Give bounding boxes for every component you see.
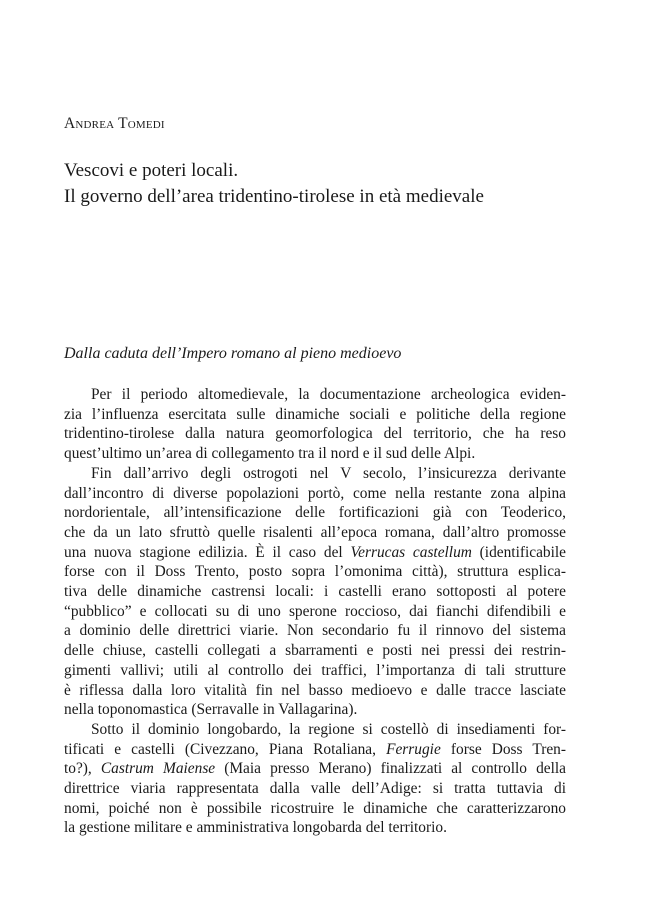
- text-run: delle chiuse, castelli collegati a sbarramenti e posti nei pressi dei restrin-: [64, 642, 566, 660]
- paragraph-1-line: [64, 444, 566, 464]
- text-run: direttrice viaria rappresentata dalla valle dell’Adige: si tratta tuttavia di: [64, 780, 566, 798]
- text-run: forse con il Doss Trento, posto sopra l’omonima città), struttura esplica-: [64, 563, 566, 581]
- text-run: tiva delle dinamiche castrensi locali: i castelli erano sottoposti al potere: [64, 583, 566, 601]
- text-run: la gestione militare e amministrativa longobarda del territorio.: [64, 819, 447, 837]
- chapter-title-line-2: Il governo dell’area tridentino-tirolese in età medievale: [64, 186, 484, 207]
- text-run: to?),: [64, 760, 101, 778]
- italic-term: Ferrugie: [386, 740, 441, 758]
- paragraph-2-line: [64, 621, 566, 641]
- text-run: forse Doss Tren-: [440, 740, 566, 758]
- paragraph-1-line: [64, 405, 566, 425]
- italic-term: Castrum Maiense: [100, 760, 216, 778]
- chapter-title: [64, 158, 484, 210]
- text-run: (identificabile: [471, 543, 566, 561]
- body-text: [64, 385, 566, 838]
- text-run: tificati e castelli (Civezzano, Piana Rotaliana,: [64, 740, 387, 758]
- italic-term: Verrucas castellum: [350, 543, 472, 561]
- paragraph-2-line: [64, 602, 566, 622]
- paragraph-1-line: [64, 424, 566, 444]
- text-run: Sotto il dominio longobardo, la regione si costellò di insediamenti for-: [91, 720, 566, 738]
- text-run: nordorientale, all’intensificazione delle fortificazioni già con Teoderico,: [64, 504, 566, 522]
- paragraph-2-line: [64, 582, 566, 602]
- text-run: (Maia presso Merano) finalizzati al controllo della: [215, 760, 566, 778]
- paragraph-3-line: [64, 779, 566, 799]
- text-run: una nuova stagione edilizia. È il caso del: [64, 543, 351, 561]
- paragraph-3-line: [64, 759, 566, 779]
- paragraph-2-line: [64, 464, 566, 484]
- paragraph-2-line: [64, 681, 566, 701]
- text-run: quest’ultimo un’area di collegamento tra il nord e il sud delle Alpi.: [64, 445, 476, 463]
- paragraph-2-line: [64, 543, 566, 563]
- paragraph-1-line: [64, 385, 566, 405]
- text-run: “pubblico” e collocati su di uno sperone roccioso, dai fianchi difendibili e: [64, 602, 566, 620]
- paragraph-3-line: [64, 720, 566, 740]
- text-run: nella toponomastica (Serravalle in Vallagarina).: [64, 701, 358, 719]
- text-run: è riflessa dalla loro vitalità fin nel basso medioevo e dalle tracce lasciate: [64, 681, 566, 699]
- text-run: nomi, poiché non è possibile ricostruire le dinamiche che caratterizzarono: [64, 799, 566, 817]
- paragraph-2-line: [64, 641, 566, 661]
- text-run: tridentino-tirolese dalla natura geomorfologica del territorio, che ha reso: [64, 425, 566, 443]
- text-run: che da un lato sfruttò quelle risalenti all’epoca romana, dall’altro promosse: [64, 523, 566, 541]
- paragraph-2-line: [64, 562, 566, 582]
- text-run: Fin dall’arrivo degli ostrogoti nel V secolo, l’insicurezza derivante: [91, 464, 566, 482]
- paragraph-2-line: [64, 503, 566, 523]
- author-name: Andrea Tomedi: [64, 115, 165, 132]
- text-run: a dominio delle direttrici viarie. Non secondario fu il rinnovo del sistema: [64, 622, 566, 640]
- text-run: dall’incontro di diverse popolazioni portò, come nella restante zona alpina: [64, 484, 566, 502]
- paragraph-2-line: [64, 700, 566, 720]
- paragraph-2-line: [64, 484, 566, 504]
- paragraph-3-line: [64, 799, 566, 819]
- chapter-title-line-1: Vescovi e poteri locali.: [64, 160, 239, 181]
- text-run: Per il periodo altomedievale, la documentazione archeologica eviden-: [91, 386, 566, 403]
- text-run: zia l’influenza esercitata sulle dinamiche sociali e politiche della regione: [64, 405, 566, 423]
- paragraph-3-line: [64, 740, 566, 760]
- paragraph-2-line: [64, 661, 566, 681]
- paragraph-3-line: [64, 818, 566, 838]
- section-heading: Dalla caduta dell’Impero romano al pieno medioevo: [64, 345, 402, 362]
- text-run: gimenti vallivi; utili al controllo dei traffici, l’importanza di tali strutture: [64, 661, 566, 679]
- paragraph-2-line: [64, 523, 566, 543]
